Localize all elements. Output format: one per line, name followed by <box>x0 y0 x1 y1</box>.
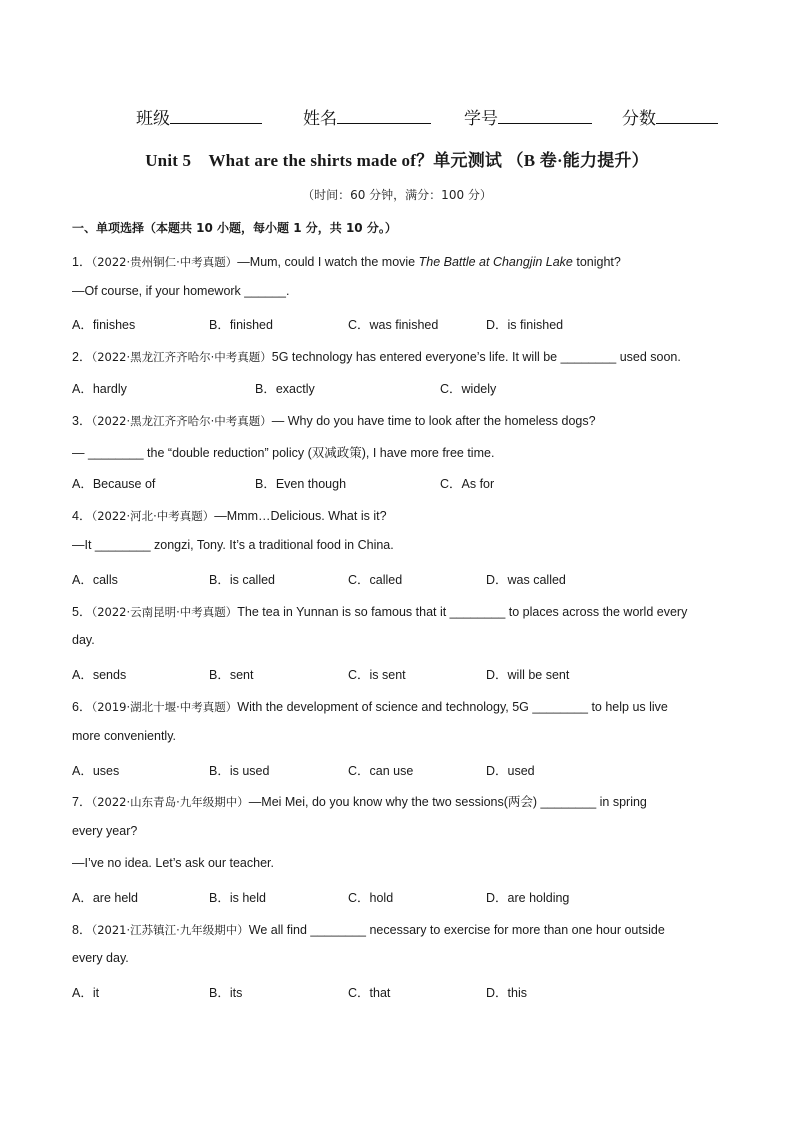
q1-option-b[interactable]: B．finished <box>209 318 273 332</box>
q8-option-a[interactable]: A．it <box>72 986 100 1000</box>
q8-option-b[interactable]: B．its <box>209 986 243 1000</box>
score-field[interactable]: 分数 <box>622 104 718 129</box>
question-1: 1．（2022·贵州铜仁·中考真题）—Mum, could I watch the movie The Battle at Changjin Lake tonight? <box>72 255 621 269</box>
question-4-line2: —It ________ zongzi, Tony. It’s a traditional food in China. <box>72 538 394 552</box>
q6-option-a[interactable]: A．uses <box>72 764 120 778</box>
class-field[interactable]: 班级 <box>136 104 262 129</box>
student-id-blank[interactable] <box>498 105 592 124</box>
q5-option-c[interactable]: C．is sent <box>348 668 406 682</box>
q6-option-b[interactable]: B．is used <box>209 764 270 778</box>
q5-option-a[interactable]: A．sends <box>72 668 127 682</box>
class-blank[interactable] <box>170 105 262 124</box>
q6-option-d[interactable]: D．used <box>486 764 535 778</box>
question-4: 4．（2022·河北·中考真题）—Mmm…Delicious. What is it? <box>72 509 387 523</box>
q7-option-b[interactable]: B．is held <box>209 891 266 905</box>
q4-option-b[interactable]: B．is called <box>209 573 275 587</box>
q4-option-a[interactable]: A．calls <box>72 573 118 587</box>
question-5-line2: day. <box>72 633 95 647</box>
q7-option-a[interactable]: A．are held <box>72 891 139 905</box>
question-7-line2: every year? <box>72 824 138 838</box>
q3-option-a[interactable]: A．Because of <box>72 477 156 491</box>
question-8: 8．（2021·江苏镇江·九年级期中）We all find ________ necessary to exercise for more than one hour outside <box>72 923 665 937</box>
q6-option-c[interactable]: C．can use <box>348 764 414 778</box>
section-heading: 一、单项选择（本题共 10 小题，每小题 1 分，共 10 分。） <box>72 221 397 235</box>
question-1-line2: —Of course, if your homework ______. <box>72 284 290 298</box>
student-id-field[interactable]: 学号 <box>464 104 592 129</box>
exam-title: Unit 5 What are the shirts made of？单元测试 （B 卷·能力提升） <box>145 151 649 170</box>
q8-option-d[interactable]: D．this <box>486 986 527 1000</box>
q8-option-c[interactable]: C．that <box>348 986 391 1000</box>
question-5: 5．（2022·云南昆明·中考真题）The tea in Yunnan is so famous that it ________ to places across the world every <box>72 605 688 619</box>
q5-option-d[interactable]: D．will be sent <box>486 668 570 682</box>
question-3: 3．（2022·黑龙江齐齐哈尔·中考真题）— Why do you have time to look after the homeless dogs? <box>72 414 596 428</box>
q3-option-c[interactable]: C．As for <box>440 477 495 491</box>
q2-option-b[interactable]: B．exactly <box>255 382 315 396</box>
q4-option-c[interactable]: C．called <box>348 573 403 587</box>
question-3-line2: — ________ the “double reduction” policy (双减政策), I have more free time. <box>72 446 495 460</box>
q2-option-a[interactable]: A．hardly <box>72 382 127 396</box>
q3-option-b[interactable]: B．Even though <box>255 477 347 491</box>
q7-option-d[interactable]: D．are holding <box>486 891 570 905</box>
q7-option-c[interactable]: C．hold <box>348 891 394 905</box>
name-blank[interactable] <box>337 105 431 124</box>
exam-subtitle: （时间：60 分钟，满分：100 分） <box>302 188 492 202</box>
question-2: 2．（2022·黑龙江齐齐哈尔·中考真题）5G technology has entered everyone’s life. It will be ________ used soon. <box>72 350 681 364</box>
question-6-line2: more conveniently. <box>72 729 176 743</box>
question-7-line3: —I’ve no idea. Let’s ask our teacher. <box>72 856 274 870</box>
name-field[interactable]: 姓名 <box>303 104 431 129</box>
question-8-line2: every day. <box>72 951 129 965</box>
q1-option-d[interactable]: D．is finished <box>486 318 564 332</box>
student-info-line <box>0 104 794 130</box>
score-blank[interactable] <box>656 105 718 124</box>
q1-option-c[interactable]: C．was finished <box>348 318 439 332</box>
q5-option-b[interactable]: B．sent <box>209 668 254 682</box>
q4-option-d[interactable]: D．was called <box>486 573 566 587</box>
question-7: 7．（2022·山东青岛·九年级期中）—Mei Mei, do you know why the two sessions(两会) ________ in spring <box>72 795 647 809</box>
q1-option-a[interactable]: A．finishes <box>72 318 136 332</box>
q2-option-c[interactable]: C．widely <box>440 382 497 396</box>
question-6: 6．（2019·湖北十堰·中考真题）With the development of science and technology, 5G ________ to help us live <box>72 700 668 714</box>
